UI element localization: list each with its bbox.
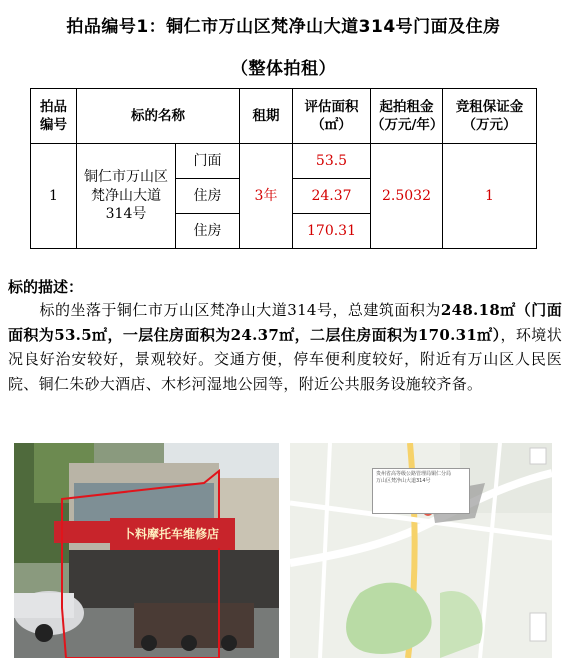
cell-name: 铜仁市万山区 梵净山大道 314号 bbox=[77, 144, 176, 249]
cell-type: 住房 bbox=[176, 179, 240, 214]
cell-area: 24.37 bbox=[293, 179, 371, 214]
cell-deposit: 1 bbox=[443, 144, 537, 249]
header-name: 标的名称 bbox=[77, 89, 240, 144]
cell-term: 3年 bbox=[240, 144, 293, 249]
map-popup-line1: 贵州省高等级公路管理局铜仁分局 bbox=[376, 471, 452, 477]
description-text: 标的坐落于铜仁市万山区梵净山大道314号，总建筑面积为248.18㎡（门面面积为53.5㎡，一层住房面积为24.37㎡，二层住房面积为170.31㎡），环境状况良好治安较好，景观较好。交通方便，停车便利度较好，附近有万山区人民医院、铜仁朱砂大酒店、木杉河湿地公园等，附近公共服务设施较齐备。 bbox=[8, 301, 562, 393]
map-info-popup[interactable] bbox=[372, 468, 470, 514]
map-popup-line2: 万山区梵净山大道314号 bbox=[376, 478, 431, 484]
page-title: 拍品编号1：铜仁市万山区梵净山大道314号门面及住房 bbox=[66, 17, 501, 37]
lot-table bbox=[30, 88, 537, 249]
cell-area: 53.5 bbox=[293, 144, 371, 179]
property-photo-drawing bbox=[14, 443, 279, 658]
cell-start-rent: 2.5032 bbox=[371, 144, 443, 249]
description-heading: 标的描述： bbox=[8, 278, 84, 296]
header-deposit: 竞租保证金 （万元） bbox=[443, 89, 537, 144]
table-row bbox=[31, 144, 537, 179]
property-photo bbox=[14, 443, 279, 658]
header-start-rent: 起拍租金 （万元/年） bbox=[371, 89, 443, 144]
header-area: 评估面积 （㎡） bbox=[293, 89, 371, 144]
shop-sign: 卜料摩托车维修店 bbox=[110, 520, 232, 548]
header-term: 租期 bbox=[240, 89, 293, 144]
cell-lot-no: 1 bbox=[31, 144, 77, 249]
header-lot-no: 拍品 编号 bbox=[31, 89, 77, 144]
cell-type: 门面 bbox=[176, 144, 240, 179]
cell-area: 170.31 bbox=[293, 214, 371, 249]
page-subtitle: （整体拍租） bbox=[231, 59, 336, 79]
cell-type: 住房 bbox=[176, 214, 240, 249]
table-header-row bbox=[31, 89, 537, 144]
